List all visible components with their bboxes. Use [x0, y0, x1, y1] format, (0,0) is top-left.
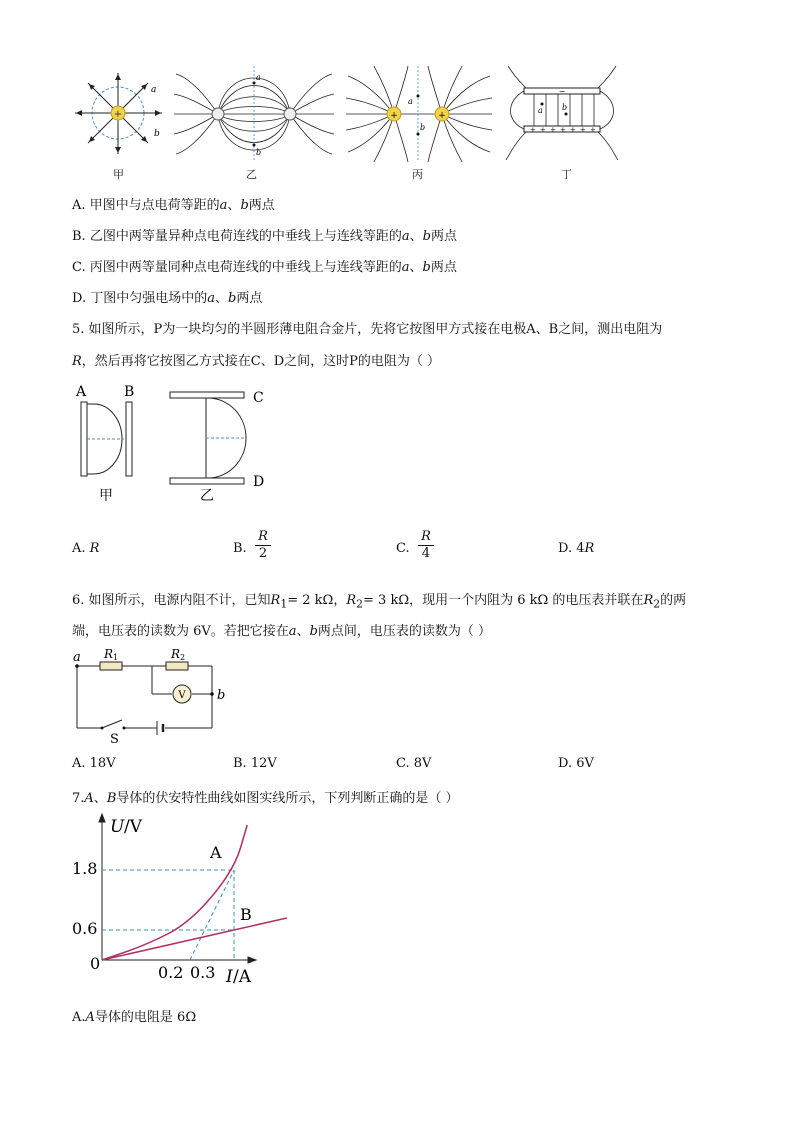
- series-label-a: A: [210, 843, 222, 862]
- point-a-label: a: [151, 85, 157, 95]
- svg-text:+: +: [560, 126, 566, 134]
- point-b-label: b: [562, 103, 568, 112]
- q7-ui-chart: [70, 812, 270, 990]
- q4-option-c[interactable]: C. 丙图中两等量同种点电荷连线的中垂线上与连线等距的a、b两点: [72, 260, 457, 275]
- electrode-c-label: C: [253, 390, 264, 406]
- q5-option-a[interactable]: A. R: [72, 541, 100, 556]
- point-a-label: a: [538, 106, 543, 115]
- origin-label: 0: [90, 954, 101, 973]
- q4-option-d[interactable]: D. 丁图中匀强电场中的a、b两点: [72, 291, 263, 306]
- figure-ding: [506, 66, 626, 162]
- svg-text:+: +: [540, 126, 546, 134]
- point-a-label: a: [256, 73, 261, 82]
- svg-text:+: +: [530, 126, 536, 134]
- plus-sign: +: [390, 111, 398, 121]
- minus-row: −: [558, 87, 566, 96]
- point-b-label: b: [256, 148, 262, 157]
- y-tick-label: 0.6: [72, 919, 98, 938]
- x-tick-label: 0.2: [158, 963, 184, 982]
- x-tick-label: 0.3: [190, 963, 216, 982]
- plus-sign: +: [438, 111, 446, 121]
- voltmeter-label: V: [178, 690, 186, 701]
- q6-option-a[interactable]: A. 18V: [72, 756, 116, 771]
- fig-label-jia: 甲: [113, 168, 124, 181]
- electrode-d-label: D: [253, 474, 265, 490]
- y-tick-label: 1.8: [72, 859, 98, 878]
- q5-option-d[interactable]: D. 4R: [558, 541, 595, 556]
- q7-stem: 7.A、B导体的伏安特性曲线如图实线所示，下列判断正确的是（ ）: [72, 791, 459, 806]
- q5-option-b-fraction: R 2: [255, 530, 271, 561]
- q4-option-a[interactable]: A. 甲图中与点电荷等距的a、b两点: [72, 198, 275, 213]
- q6-stem-line1: 6. 如图所示，电源内阻不计，已知$R_1= 2$ kΩ，$R_2= 3$ kΩ，现用一个内阻为 6 kΩ 的电压表并联在$R_2$的两: [72, 593, 687, 611]
- point-b-label: b: [420, 123, 426, 132]
- q5-stem-line2: R，然后再将它按图乙方式接在C、D之间，这时P的电阻为（ ）: [72, 354, 441, 369]
- x-axis-label-var: I: [226, 967, 233, 987]
- tangent-line: [190, 870, 234, 960]
- y-axis-label-var: U: [110, 817, 125, 837]
- q4-option-b[interactable]: B. 乙图中两等量异种点电荷连线的中垂线上与连线等距的a、b两点: [72, 229, 457, 244]
- svg-text:+: +: [550, 126, 556, 134]
- q5-option-c-prefix[interactable]: C.: [396, 541, 410, 556]
- electrode-b-label: B: [124, 384, 135, 400]
- q7-option-a[interactable]: A.A导体的电阻是 6Ω: [72, 1010, 197, 1025]
- q5-option-c-fraction: R 4: [418, 530, 434, 561]
- series-label-b: B: [240, 905, 252, 924]
- fig-label-yi: 乙: [246, 168, 257, 181]
- figure-yi: [174, 66, 334, 166]
- q6-stem-line2: 端，电压表的读数为 6V。若把它接在a、b两点间，电压表的读数为（ ）: [72, 624, 492, 639]
- node-a-label: a: [73, 650, 81, 665]
- q5-figure: [72, 382, 272, 502]
- fig-label-bing: 丙: [412, 168, 423, 181]
- switch-label: S: [110, 732, 119, 747]
- svg-text:+: +: [570, 126, 576, 134]
- series-line-b: [102, 918, 287, 960]
- y-axis-label-unit: /V: [124, 817, 143, 837]
- svg-text:+: +: [590, 126, 596, 134]
- q6-option-d[interactable]: D. 6V: [558, 756, 594, 771]
- r1-label: R: [104, 647, 114, 661]
- q6-option-c[interactable]: C. 8V: [396, 756, 432, 771]
- q5-option-b-prefix[interactable]: B.: [233, 541, 247, 556]
- svg-text:+: +: [580, 126, 586, 134]
- figure-jia: [72, 68, 167, 163]
- point-b-label: b: [154, 129, 160, 139]
- x-axis-label-unit: /A: [233, 967, 252, 987]
- figure-bing: [346, 66, 492, 166]
- r1-sub: 1: [113, 653, 119, 662]
- electrode-a-label: A: [76, 384, 87, 400]
- q6-option-b[interactable]: B. 12V: [233, 756, 277, 771]
- point-a-label: a: [408, 97, 413, 106]
- fig-label-yi: 乙: [200, 488, 214, 504]
- series-line-a: [102, 825, 247, 960]
- q5-stem-line1: 5. 如图所示，P为一块均匀的半圆形薄电阻合金片，先将它按图甲方式接在电极A、B之间，测出电阻为: [72, 322, 663, 337]
- fig-label-jia: 甲: [99, 488, 113, 504]
- r2-label: R: [171, 647, 181, 661]
- r2-sub: 2: [180, 653, 186, 662]
- q6-circuit: [72, 644, 242, 747]
- node-b-label: b: [217, 688, 226, 703]
- fig-label-ding: 丁: [561, 168, 572, 181]
- plus-sign: +: [113, 109, 123, 120]
